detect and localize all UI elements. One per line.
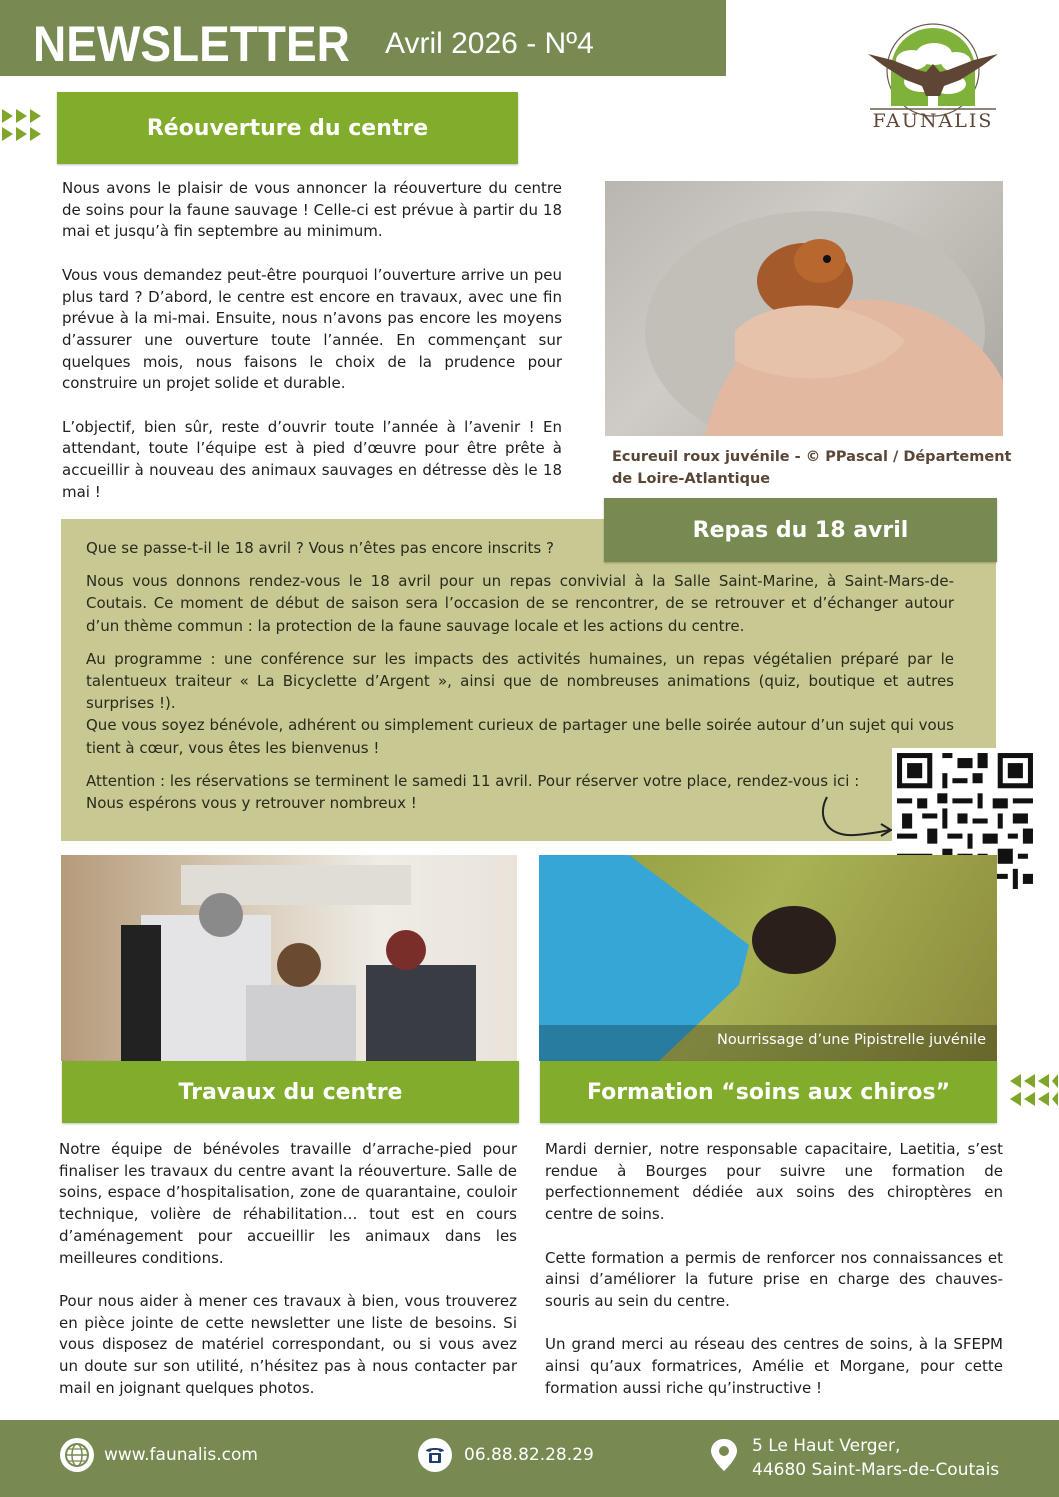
travaux-paragraph: Notre équipe de bénévoles travaille d’arrache-pied pour finaliser les travaux du centre avant la réouverture. Salle de soins, espace d’hospitalisation, zone de quarantaine, couloir technique, volière de réhabilitation… tout est en cours d’aménagement pour accueillir les animaux dans les meilleures conditions. [59,1140,517,1267]
reopening-paragraph: Vous vous demandez peut-être pourquoi l’ouverture arrive un peu plus tard ? D’abord, le centre est encore en travaux, avec une fin prévue à la mi-mai. Ensuite, nous n’avons pas encore les moyens d’assurer une ouverture toute l’année. En commençant sur quelques mois, nous faisons le choix de la prudence pour construire un projet solide et durable. [62,265,562,393]
footer [0,1420,1059,1497]
issue-date: Avril 2026 - Nº4 [385,27,594,60]
globe-icon [60,1438,94,1472]
repas-paragraph: Au programme : une conférence sur les impacts des activités humaines, un repas végétalien préparé par le talentueux traiteur « La Bicyclette d’Argent », ainsi que de nombreuses animations (quiz, boutique et autres surprises !). [86,649,954,713]
repas-paragraph: Attention : les réservations se terminent le samedi 11 avril. Pour réserver votre place, rendez-vous ici : [86,771,860,790]
reopening-paragraph: L’objectif, bien sûr, reste d’ouvrir toute l’année à l’avenir ! En attendant, toute l’équipe est à pied d’œuvre pour être prête à accueillir à nouveau des animaux sauvages en détresse dès le 18 mai ! [62,417,562,501]
map-pin-icon [706,1437,742,1473]
bat-photo-caption: Nourrissage d’une Pipistrelle juvénile [716,1032,986,1048]
section-title-formation: Formation “soins aux chiros” [540,1061,997,1123]
address-line: 5 Le Haut Verger, [752,1436,901,1456]
address-line: 44680 Saint-Mars-de-Coutais [752,1460,1000,1480]
repas-paragraph: Que vous soyez bénévole, adhérent ou simplement curieux de partager une belle soirée autour d’un sujet qui vous tient à cœur, vous êtes les bienvenus ! [86,716,954,757]
repas-paragraph: Nous vous donnons rendez-vous le 18 avril pour un repas convivial à la Salle Saint-Marine, à Saint-Mars-de-Coutais. Ce moment de début de saison sera l’occasion de se rencontrer, de se retrouver et d’échanger autour d’un thème commun : la protection de la faune sauvage locale et les actions du centre. [86,572,954,635]
newsletter-title: NEWSLETTER [33,16,350,72]
address [752,1434,999,1482]
decorative-arrows-right [2,109,41,141]
formation-paragraph: Cette formation a permis de renforcer nos connaissances et ainsi d’améliorer la future prise en charge des chauves-souris au sein du centre. [545,1248,1003,1310]
phone-icon [418,1438,452,1472]
formation-text [545,1139,1003,1399]
section-title-reopening: Réouverture du centre [57,92,518,164]
reopening-paragraph: Nous avons le plaisir de vous annoncer la réouverture du centre de soins pour la faune sauvage ! Celle-ci est prévue à partir du 18 mai et jusqu’à fin septembre au minimum. [62,179,562,241]
section-title-repas: Repas du 18 avril [604,498,997,562]
reopening-text [62,178,562,504]
curved-arrow-icon [815,795,895,845]
squirrel-photo-caption: Ecureuil roux juvénile - © PPascal / Département de Loire-Atlantique [612,449,1012,487]
repas-paragraph: Nous espérons vous y retrouver nombreux ! [86,794,417,813]
website-link[interactable]: www.faunalis.com [104,1445,258,1465]
decorative-arrows-left [1010,1074,1058,1106]
repas-text [86,537,954,825]
phone-number: 06.88.82.28.29 [464,1445,594,1465]
bat-photo [539,855,997,1061]
travaux-photo [61,855,517,1061]
squirrel-photo [605,181,1003,436]
section-title-travaux: Travaux du centre [62,1061,519,1123]
travaux-text [59,1139,517,1399]
faunalis-logo [862,20,1004,138]
travaux-paragraph: Pour nous aider à mener ces travaux à bien, vous trouverez en pièce jointe de cette newsletter une liste de besoins. Si vous disposez de matériel correspondant, ou si vous avez un doute sur son utilité, n’hésitez pas à nous contacter par mail en joignant quelques photos. [59,1291,517,1397]
formation-paragraph: Un grand merci au réseau des centres de soins, à la SFEPM ainsi qu’aux formatrices, Amélie et Morgane, pour cette formation aussi riche qu’instructive ! [545,1335,1003,1397]
repas-intro: Que se passe-t-il le 18 avril ? Vous n’êtes pas encore inscrits ? [86,539,554,557]
formation-paragraph: Mardi dernier, notre responsable capacitaire, Laetitia, s’est rendue à Bourges pour suivre une formation de perfectionnement dédiée aux soins des chiroptères en centre de soins. [545,1140,1003,1224]
logo-text: FAUNALIS [872,110,994,132]
